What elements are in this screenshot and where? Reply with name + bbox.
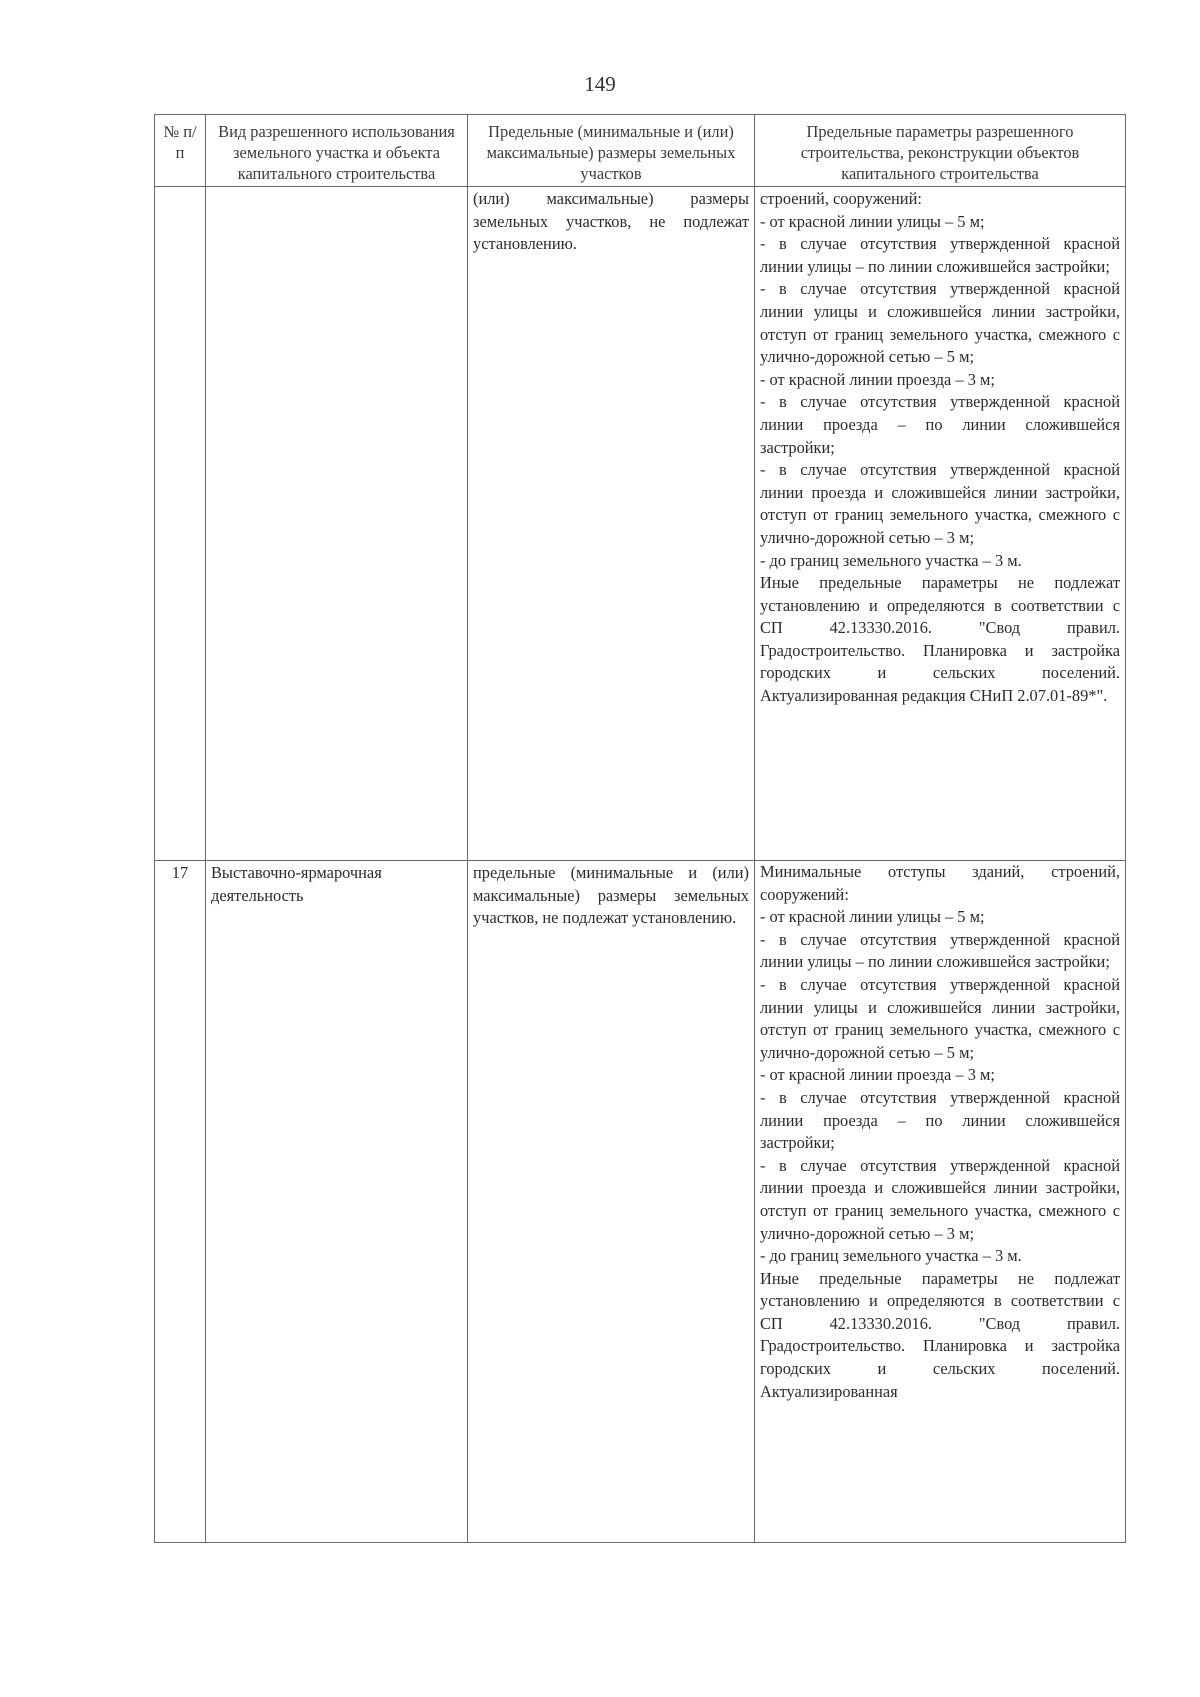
param-line: - от красной линии улицы – 5 м; xyxy=(760,907,985,927)
row-params xyxy=(755,187,1126,861)
row-number: 17 xyxy=(155,861,206,1543)
param-line: - в случае отсутствия утвержденной красной линии улицы – по линии сложившейся застройки; xyxy=(760,929,1120,972)
param-line: Минимальные отступы зданий, строений, сооружений: xyxy=(760,862,1120,904)
header-params: Предельные параметры разрешенного строительства, реконструкции объектов капитального строительства xyxy=(755,115,1126,187)
row-number xyxy=(155,187,206,861)
row-use-type: Выставочно-ярмарочная деятельность xyxy=(206,861,468,1543)
row-params xyxy=(755,861,1126,1543)
row-plot-sizes: предельные (минимальные и (или) максимальные) размеры земельных участков, не подлежат установлению. xyxy=(468,861,755,1543)
table-header-row xyxy=(155,115,1126,187)
param-line: - до границ земельного участка – 3 м. xyxy=(760,1246,1022,1266)
param-line: - в случае отсутствия утвержденной красной линии проезда и сложившейся линии застройки, отступ от границ земельного участка, смежного с улично-дорожной сетью – 3 м; xyxy=(760,1155,1120,1243)
param-line: - от красной линии проезда – 3 м; xyxy=(760,1065,995,1085)
param-line: Иные предельные параметры не подлежат установлению и определяются в соответствии с СП 42.13330.2016. "Свод правил. Градостроительство. Планировка и застройка городских и сельских поселений. Актуализированная xyxy=(760,1268,1120,1401)
param-line: - от красной линии улицы – 5 м; xyxy=(760,211,985,231)
param-line: Иные предельные параметры не подлежат установлению и определяются в соответствии с СП 42.13330.2016. "Свод правил. Градостроительство. Планировка и застройка городских и сельских поселений. Актуализированная редакция СНиП 2.07.01-89*". xyxy=(760,573,1120,706)
param-line: - от красной линии проезда – 3 м; xyxy=(760,369,995,389)
param-line: - в случае отсутствия утвержденной красной линии проезда и сложившейся линии застройки, отступ от границ земельного участка, смежного с улично-дорожной сетью – 3 м; xyxy=(760,460,1120,547)
table-row xyxy=(155,861,1126,1543)
param-line: - в случае отсутствия утвержденной красной линии проезда – по линии сложившейся застройки; xyxy=(760,1087,1120,1153)
param-line: - в случае отсутствия утвержденной красной линии улицы – по линии сложившейся застройки; xyxy=(760,234,1120,276)
row-use-type xyxy=(206,187,468,861)
header-number: № п/п xyxy=(155,115,206,187)
param-line: - в случае отсутствия утвержденной красной линии улицы и сложившейся линии застройки, отступ от границ земельного участка, смежного с улично-дорожной сетью – 5 м; xyxy=(760,974,1120,1062)
header-use-type: Вид разрешенного использования земельного участка и объекта капитального строительства xyxy=(206,115,468,187)
param-line: - в случае отсутствия утвержденной красной линии улицы и сложившейся линии застройки, отступ от границ земельного участка, смежного с улично-дорожной сетью – 5 м; xyxy=(760,279,1120,367)
regulations-table xyxy=(154,114,1126,1543)
page-number: 149 xyxy=(584,72,616,96)
param-line: - в случае отсутствия утвержденной красной линии проезда – по линии сложившейся застройки; xyxy=(760,392,1120,457)
table-row xyxy=(155,187,1126,861)
param-line: - до границ земельного участка – 3 м. xyxy=(760,550,1022,570)
row-plot-sizes: (или) максимальные) размеры земельных участков, не подлежат установлению. xyxy=(468,187,755,861)
header-plot-sizes: Предельные (минимальные и (или) максимальные) размеры земельных участков xyxy=(468,115,755,187)
param-line: строений, сооружений: xyxy=(760,189,922,208)
